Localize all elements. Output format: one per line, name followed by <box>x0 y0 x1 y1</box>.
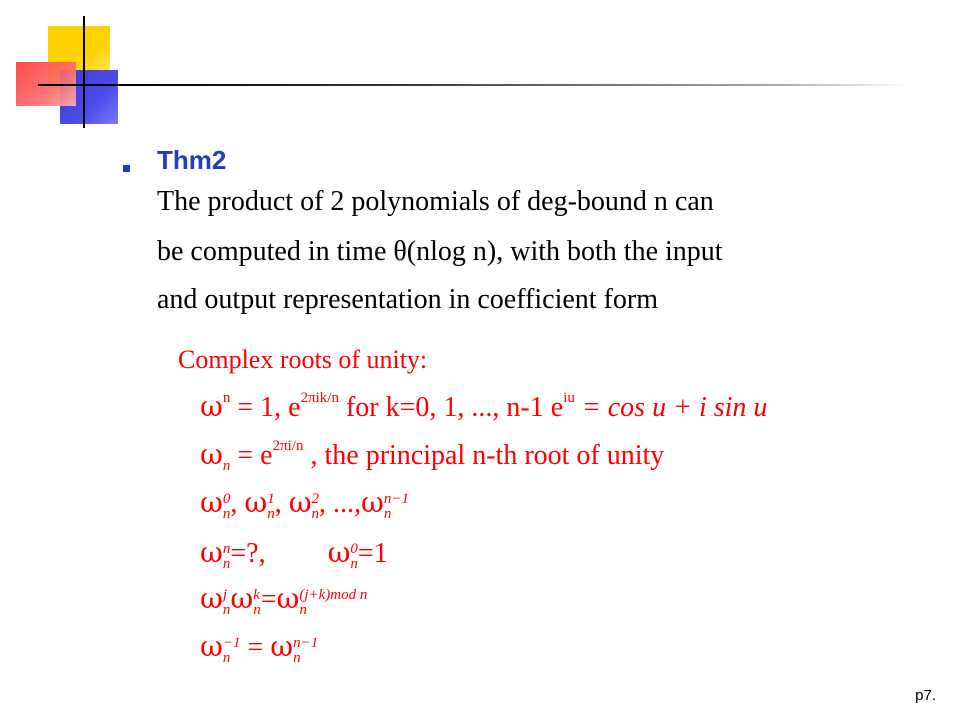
superscript: 0 <box>350 541 358 557</box>
superscript: 0 <box>222 491 231 507</box>
separator: , <box>274 488 289 519</box>
omega-symbol: ω <box>230 582 254 615</box>
separator: , <box>319 488 334 519</box>
theorem-heading: Thm2 <box>157 145 227 175</box>
logo-vertical-line <box>83 16 85 128</box>
subscript: n <box>222 506 231 522</box>
formula-product-of-roots <box>200 582 367 618</box>
subscript: n <box>311 506 320 522</box>
omega-symbol: ω <box>200 630 223 663</box>
index-stack <box>350 542 358 572</box>
omega-symbol: ω <box>200 582 223 615</box>
formula-omega-n-equals-one <box>200 390 767 424</box>
formula-text: = e <box>230 440 273 471</box>
index-stack <box>384 492 409 522</box>
omega-symbol: ω <box>244 486 268 519</box>
subscript: n <box>267 506 275 522</box>
subscript: n <box>293 650 301 666</box>
omega-symbol: ω <box>327 536 351 569</box>
subscript: n <box>350 556 358 572</box>
omega-symbol: ω <box>276 582 300 615</box>
omega-symbol: ω <box>200 536 223 569</box>
index-stack <box>223 636 241 666</box>
index-stack <box>312 492 320 522</box>
omega-symbol: ω <box>200 390 223 423</box>
roots-of-unity-title: Complex roots of unity: <box>178 345 428 374</box>
omega-symbol: ω <box>200 486 223 519</box>
euler-identity-rhs: = cos u + i sin u <box>574 392 768 423</box>
index-stack <box>299 588 367 618</box>
formula-omega-n-power-n <box>200 536 388 572</box>
subscript: n <box>222 556 231 572</box>
index-stack <box>267 492 275 522</box>
formula-text: , the principal n-th root of unity <box>303 440 665 471</box>
separator: , <box>230 488 245 519</box>
superscript: k <box>253 587 260 603</box>
formula-inverse-root <box>200 630 318 666</box>
exponent: iu <box>563 390 575 406</box>
omega-symbol: ω <box>270 630 294 663</box>
superscript: n <box>222 541 231 557</box>
ellipsis: ..., <box>333 488 362 519</box>
formula-text: = <box>240 632 271 663</box>
formula-principal-root <box>200 438 664 475</box>
subscript: n <box>222 602 231 618</box>
formula-text: = <box>260 584 277 615</box>
formula-roots-sequence <box>200 486 409 522</box>
subscript: n <box>253 602 261 618</box>
superscript: n−1 <box>383 491 409 507</box>
theorem-line-2: be computed in time θ(nlog n), with both the input <box>157 236 723 267</box>
superscript: j <box>222 587 228 603</box>
superscript: n <box>222 390 231 406</box>
omega-symbol: ω <box>288 486 312 519</box>
subscript: n <box>222 458 231 474</box>
index-stack <box>293 636 318 666</box>
title-divider-line <box>38 84 910 86</box>
subscript: n <box>299 602 307 618</box>
superscript: n−1 <box>293 635 319 651</box>
theorem-line-1: The product of 2 polynomials of deg-bound n can <box>157 186 714 217</box>
exponent: 2πi/n <box>272 438 304 454</box>
superscript: 1 <box>267 491 275 507</box>
superscript: −1 <box>222 635 241 651</box>
formula-text: =1 <box>357 538 388 569</box>
theorem-line-3: and output representation in coefficient form <box>157 284 658 315</box>
exponent: 2πik/n <box>300 390 339 406</box>
bullet-icon <box>123 165 130 172</box>
page-number: p7. <box>915 687 936 704</box>
superscript: 2 <box>311 491 320 507</box>
formula-text: =?, <box>230 538 266 569</box>
subscript: n <box>383 506 392 522</box>
omega-symbol: ω <box>200 438 223 471</box>
index-stack <box>253 588 261 618</box>
superscript: (j+k)mod n <box>299 587 368 603</box>
formula-text: = 1, e <box>230 392 301 423</box>
formula-text: for k=0, 1, ..., n-1 e <box>338 392 564 423</box>
subscript: n <box>222 650 231 666</box>
omega-symbol: ω <box>361 486 384 519</box>
